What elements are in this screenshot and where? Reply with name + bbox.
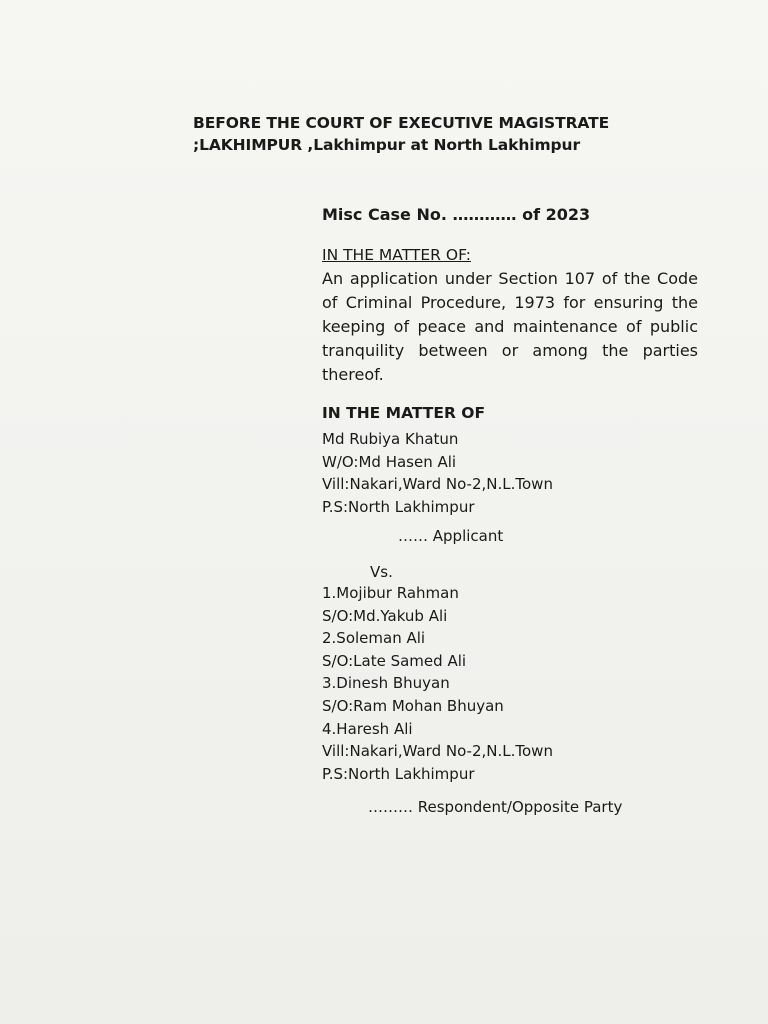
applicant-relation: W/O:Md Hasen Ali	[322, 452, 457, 471]
applicant-police-station: P.S:North Lakhimpur	[322, 497, 475, 516]
second-matter-heading: IN THE MATTER OF	[322, 404, 486, 422]
respondent-1-relation: S/O:Md.Yakub Ali	[322, 606, 448, 625]
matter-heading: IN THE MATTER OF:	[322, 246, 471, 264]
respondent-3-relation: S/O:Ram Mohan Bhuyan	[322, 696, 504, 715]
respondents-block	[322, 582, 553, 785]
applicant-name: Md Rubiya Khatun	[322, 430, 459, 448]
applicant-block	[322, 428, 553, 518]
court-heading	[193, 112, 609, 156]
case-number: Misc Case No. ………… of 2023	[322, 205, 591, 224]
court-heading-line-2: ;LAKHIMPUR ,Lakhimpur at North Lakhimpur	[193, 136, 581, 154]
court-heading-line-1: BEFORE THE COURT OF EXECUTIVE MAGISTRATE	[193, 114, 610, 132]
applicant-village: Vill:Nakari,Ward No-2,N.L.Town	[322, 475, 553, 494]
application-description: An application under Section 107 of the Code of Criminal Procedure, 1973 for ensuring the keeping of peace and maintenance of public tranquility between or among the parties thereof.	[322, 269, 698, 384]
versus-label: Vs.	[370, 563, 393, 581]
respondent-address-police-station: P.S:North Lakhimpur	[322, 764, 475, 783]
applicant-role-label: …… Applicant	[398, 527, 504, 545]
respondent-2-relation: S/O:Late Samed Ali	[322, 651, 467, 670]
respondent-3-name: 3.Dinesh Bhuyan	[322, 674, 450, 693]
respondent-role-label: ……… Respondent/Opposite Party	[368, 798, 623, 816]
respondent-address-village: Vill:Nakari,Ward No-2,N.L.Town	[322, 742, 553, 761]
respondent-4-name: 4.Haresh Ali	[322, 719, 413, 738]
respondent-1-name: 1.Mojibur Rahman	[322, 584, 459, 602]
respondent-2-name: 2.Soleman Ali	[322, 629, 426, 648]
